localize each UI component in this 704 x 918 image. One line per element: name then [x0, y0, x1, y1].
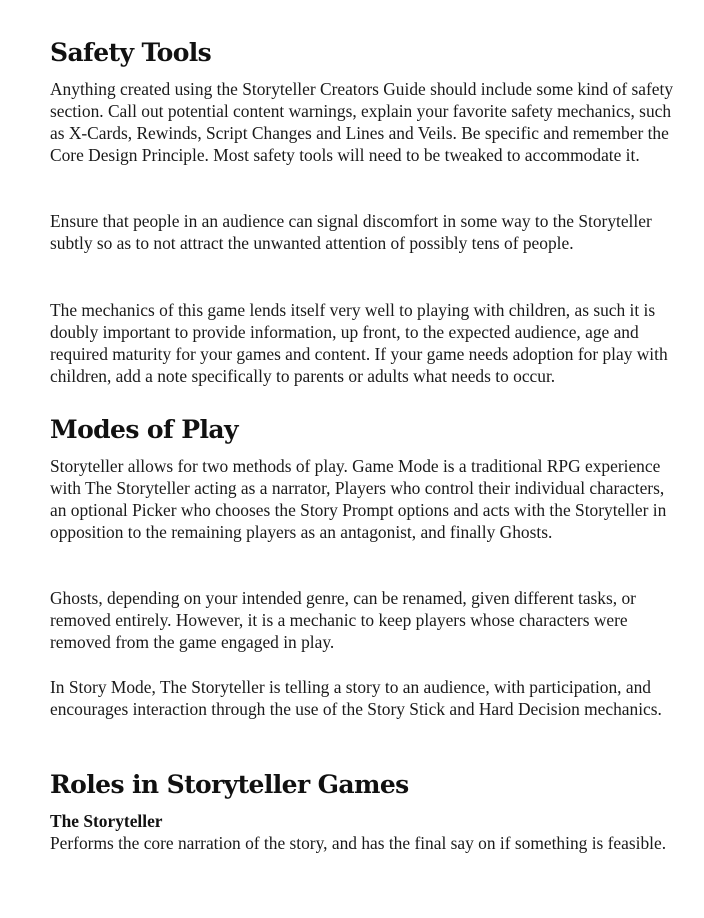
section-heading-safety-tools: Safety Tools	[50, 38, 212, 67]
section-heading-modes-of-play: Modes of Play	[50, 415, 238, 444]
modes-paragraph-1: Storyteller allows for two methods of play. Game Mode is a traditional RPG experience with The Storyteller acting as a narrator, Players who control their individual characters, an optional Picker who chooses the Story Prompt options and acts with the Storyteller in opposition to the remaining players as an antagonist, and finally Ghosts.	[50, 456, 667, 542]
modes-paragraph-2: Ghosts, depending on your intended genre, can be renamed, given different tasks, or removed entirely. However, it is a mechanic to keep players whose characters were removed from the game engaged in play.	[50, 588, 636, 652]
modes-paragraph-3: In Story Mode, The Storyteller is telling a story to an audience, with participation, and encourages interaction through the use of the Story Stick and Hard Decision mechanics.	[50, 677, 662, 719]
safety-paragraph-1: Anything created using the Storyteller Creators Guide should include some kind of safety section. Call out potential content warnings, explain your favorite safety mechanics, such as X-Cards, Rewinds, Script Changes and Lines and Veils. Be specific and remember the Core Design Principle. Most safety tools will need to be tweaked to accommodate it.	[50, 79, 674, 165]
safety-paragraph-3: The mechanics of this game lends itself very well to playing with children, as such it is doubly important to provide information, up front, to the expected audience, age and required maturity for your games and content. If your game needs adoption for play with children, add a note specifically to parents or adults what needs to occur.	[50, 300, 668, 386]
role-description-storyteller: Performs the core narration of the story, and has the final say on if something is feasible.	[50, 833, 667, 853]
safety-paragraph-2: Ensure that people in an audience can signal discomfort in some way to the Storyteller subtly so as to not attract the unwanted attention of possibly tens of people.	[50, 211, 652, 253]
section-heading-roles: Roles in Storyteller Games	[50, 770, 409, 799]
role-title-storyteller: The Storyteller	[50, 811, 163, 831]
